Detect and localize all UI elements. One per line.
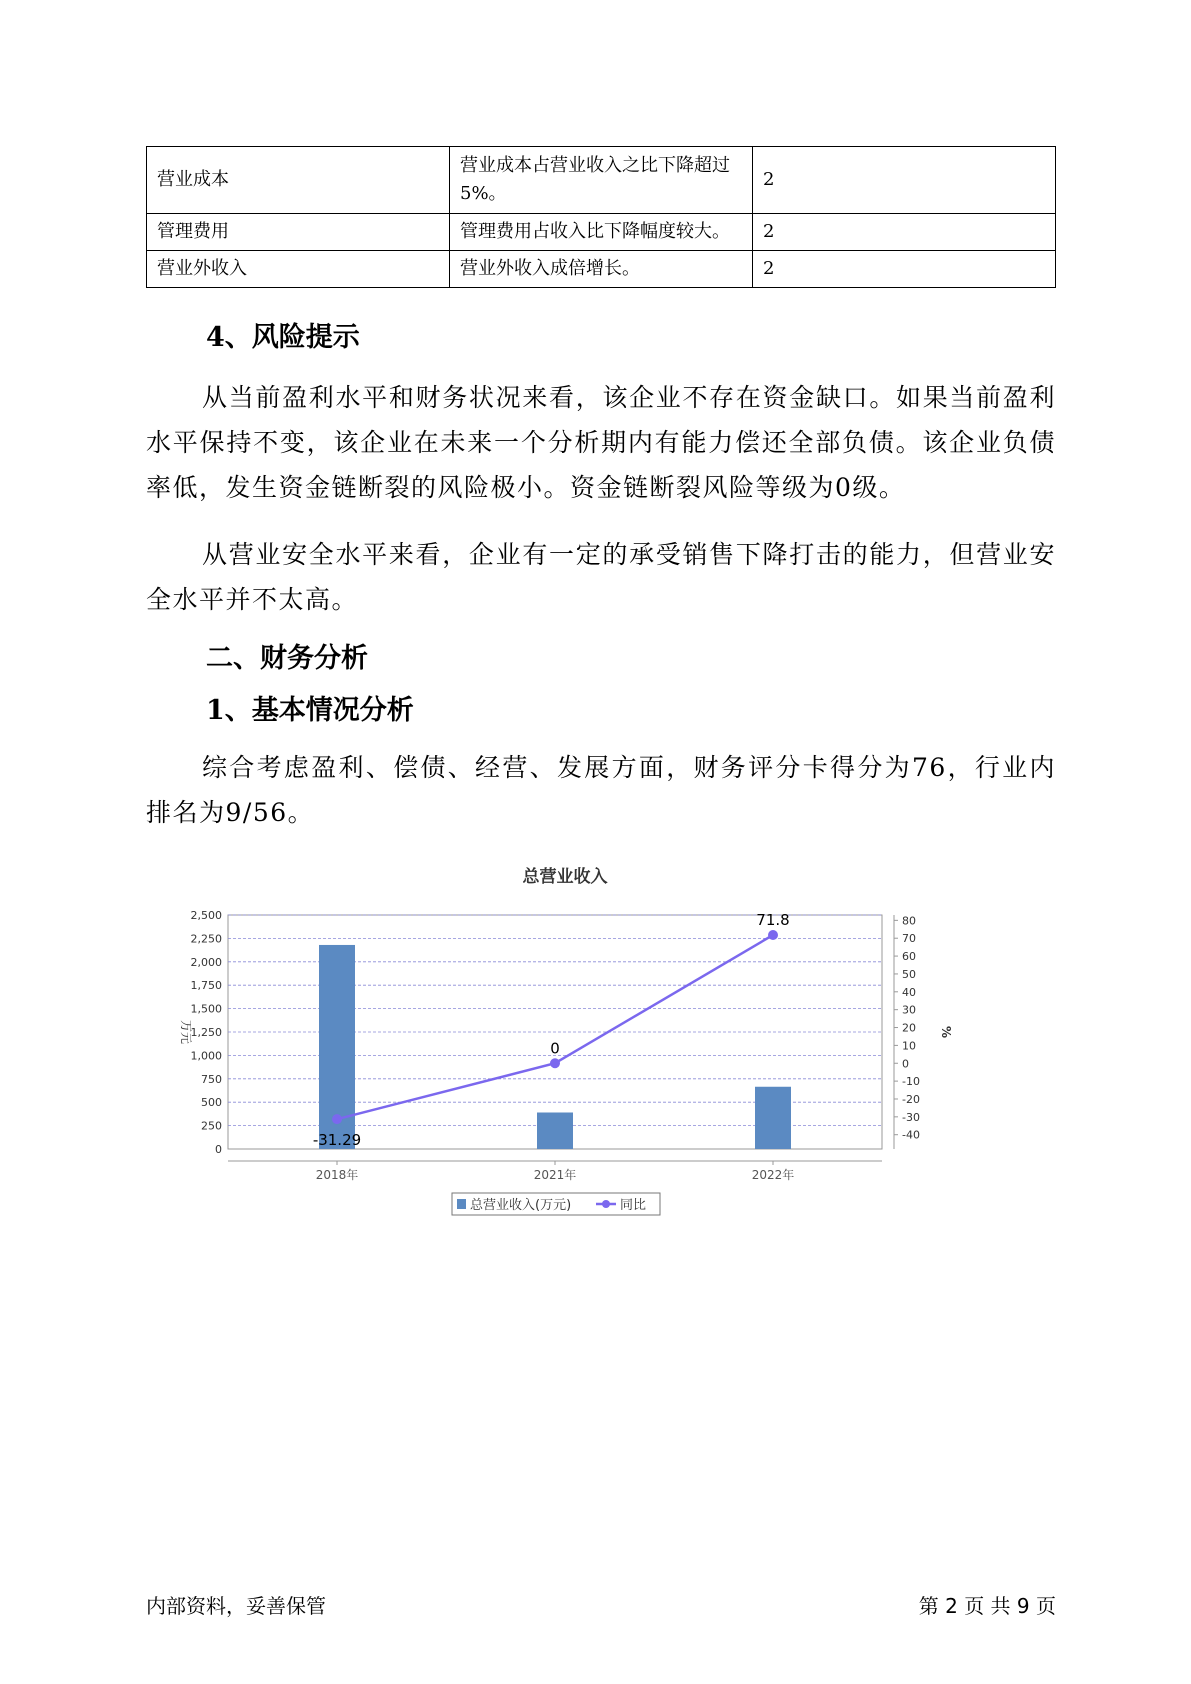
footer-page-number: 第 2 页 共 9 页 xyxy=(918,1594,1056,1618)
section-heading-risk: 4、风险提示 xyxy=(206,322,360,353)
y2-tick-label: 50 xyxy=(902,967,916,981)
footer-left: 内部资料，妥善保管 xyxy=(146,1594,326,1618)
risk-paragraph-2: 从营业安全水平来看，企业有一定的承受销售下降打击的能力，但营业安全水平并不太高。 xyxy=(146,540,1056,614)
risk-table xyxy=(146,146,1056,288)
y2-axis-label: % xyxy=(939,1025,953,1039)
yoy-point xyxy=(550,1058,560,1068)
sub-heading-basic: 1、基本情况分析 xyxy=(206,695,414,726)
table-cell-score: 2 xyxy=(753,214,1056,251)
finance-paragraph-1: 综合考虑盈利、偿债、经营、发展方面，财务评分卡得分为76，行业内排名为9/56。 xyxy=(146,753,1056,827)
x-tick-label: 2018年 xyxy=(315,1168,359,1182)
table-cell-item: 管理费用 xyxy=(147,214,450,251)
y-axis-label: 万元 xyxy=(179,1019,193,1045)
table-cell-desc: 管理费用占收入比下降幅度较大。 xyxy=(450,214,753,251)
y2-tick-label: -40 xyxy=(902,1128,920,1142)
legend-swatch-point xyxy=(602,1200,610,1208)
y-tick-label: 250 xyxy=(201,1119,222,1133)
y-tick-label: 2,250 xyxy=(190,932,222,946)
yoy-point xyxy=(768,930,778,940)
table-cell-item: 营业外收入 xyxy=(147,251,450,288)
table-cell-score: 2 xyxy=(753,251,1056,288)
y2-tick-label: 70 xyxy=(902,932,916,946)
y2-tick-label: 40 xyxy=(902,985,916,999)
y-tick-label: 1,500 xyxy=(190,1002,222,1016)
table-cell-desc: 营业外收入成倍增长。 xyxy=(450,251,753,288)
chart-title: 总营业收入 xyxy=(522,867,608,887)
yoy-point xyxy=(332,1114,342,1124)
legend-label-line: 同比 xyxy=(620,1198,647,1213)
table-row xyxy=(147,147,1056,214)
y2-tick-label: 30 xyxy=(902,1003,916,1017)
legend-swatch-bar xyxy=(457,1199,466,1209)
y2-tick-label: -20 xyxy=(902,1092,920,1106)
y-tick-label: 1,000 xyxy=(190,1049,222,1063)
y2-tick-label: -10 xyxy=(902,1075,920,1089)
revenue-chart-svg xyxy=(170,860,1030,1320)
y-tick-label: 500 xyxy=(201,1096,222,1110)
revenue-bar xyxy=(755,1087,791,1149)
y2-tick-label: 0 xyxy=(902,1057,909,1071)
revenue-bar xyxy=(537,1112,573,1149)
table-row xyxy=(147,214,1056,251)
y2-tick-label: 80 xyxy=(902,914,916,928)
y2-tick-label: 20 xyxy=(902,1021,916,1035)
table-cell-score: 2 xyxy=(753,147,1056,214)
yoy-data-label: 71.8 xyxy=(756,911,790,930)
y-tick-label: 750 xyxy=(201,1072,222,1086)
y-tick-label: 1,750 xyxy=(190,979,222,993)
y2-tick-label: 60 xyxy=(902,950,916,964)
risk-paragraph-1: 从当前盈利水平和财务状况来看，该企业不存在资金缺口。如果当前盈利水平保持不变，该企业在未来一个分析期内有能力偿还全部负债。该企业负债率低，发生资金链断裂的风险极小。资金链断裂风险等级为0级。 xyxy=(146,383,1056,502)
table-row xyxy=(147,251,1056,288)
revenue-chart xyxy=(170,860,1030,1320)
section-heading-finance: 二、财务分析 xyxy=(206,643,368,674)
y2-tick-label: 10 xyxy=(902,1039,916,1053)
y-tick-label: 2,000 xyxy=(190,955,222,969)
y-tick-label: 2,500 xyxy=(190,909,222,922)
yoy-data-label: -31.29 xyxy=(312,1131,362,1150)
table-cell-item: 营业成本 xyxy=(147,147,450,214)
x-tick-label: 2021年 xyxy=(533,1168,577,1182)
x-tick-label: 2022年 xyxy=(751,1168,795,1182)
table-cell-desc: 营业成本占营业收入之比下降超过5%。 xyxy=(450,147,753,214)
legend-label-bar: 总营业收入(万元) xyxy=(470,1198,572,1213)
yoy-data-label: 0 xyxy=(550,1039,560,1058)
y2-tick-label: -30 xyxy=(902,1110,920,1124)
y-tick-label: 1,250 xyxy=(190,1026,222,1039)
y-tick-label: 0 xyxy=(215,1143,222,1156)
